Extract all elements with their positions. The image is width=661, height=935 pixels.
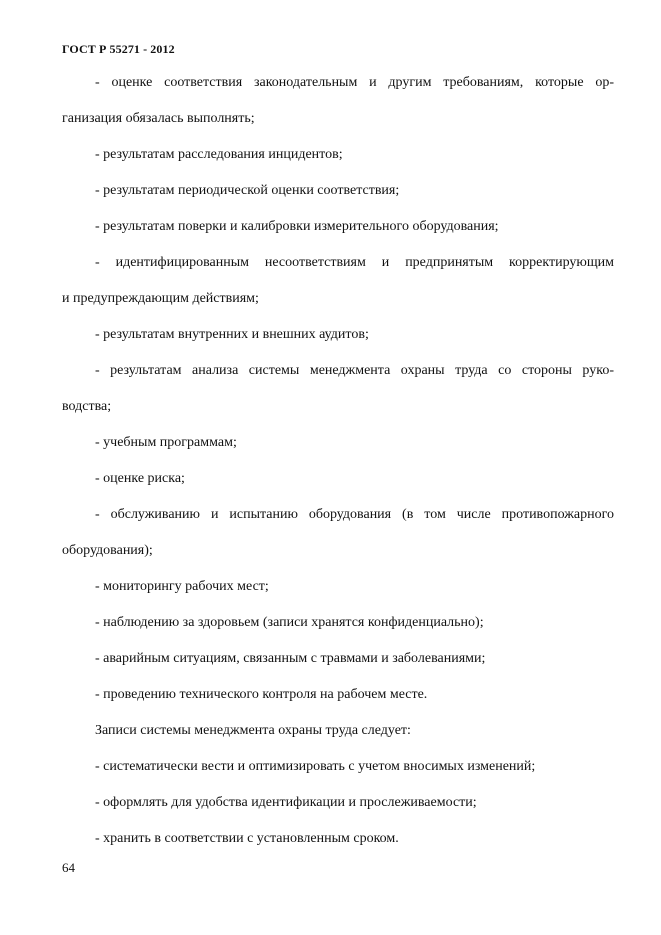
- page-number: 64: [62, 860, 75, 875]
- text-line: - результатам поверки и калибровки измерительного оборудования;: [95, 219, 499, 234]
- text-line: - оформлять для удобства идентификации и прослеживаемости;: [95, 795, 477, 810]
- text-line: - результатам внутренних и внешних аудитов;: [95, 327, 369, 342]
- text-line: - результатам периодической оценки соответствия;: [95, 183, 400, 198]
- text-line: - хранить в соответствии с установленным сроком.: [95, 831, 399, 846]
- text-line: оборудования);: [62, 543, 153, 558]
- text-line: - мониторингу рабочих мест;: [95, 579, 269, 594]
- text-line: - систематически вести и оптимизировать с учетом вносимых изменений;: [95, 759, 536, 774]
- body-text: [62, 73, 614, 865]
- text-line: Записи системы менеджмента охраны труда следует:: [95, 723, 411, 738]
- text-line: - обслуживанию и испытанию оборудования (в том числе противопожарного: [95, 507, 614, 522]
- standard-header: ГОСТ Р 55271 - 2012: [62, 42, 175, 56]
- text-line: - аварийным ситуациям, связанным с травмами и заболеваниями;: [95, 651, 486, 666]
- text-line: - проведению технического контроля на рабочем месте.: [95, 687, 428, 702]
- text-line: - оценке соответствия законодательным и другим требованиям, которые ор-: [95, 75, 614, 90]
- text-line: - результатам анализа системы менеджмента охраны труда со стороны руко-: [95, 363, 614, 378]
- text-line: - оценке риска;: [95, 471, 185, 486]
- text-line: - учебным программам;: [95, 435, 237, 450]
- text-line: - наблюдению за здоровьем (записи хранятся конфиденциально);: [95, 615, 484, 630]
- text-line: ганизация обязалась выполнять;: [62, 111, 255, 126]
- text-line: - результатам расследования инцидентов;: [95, 147, 343, 162]
- text-line: и предупреждающим действиям;: [62, 291, 259, 306]
- text-line: - идентифицированным несоответствиям и предпринятым корректирующим: [95, 255, 614, 270]
- text-line: водства;: [62, 399, 112, 414]
